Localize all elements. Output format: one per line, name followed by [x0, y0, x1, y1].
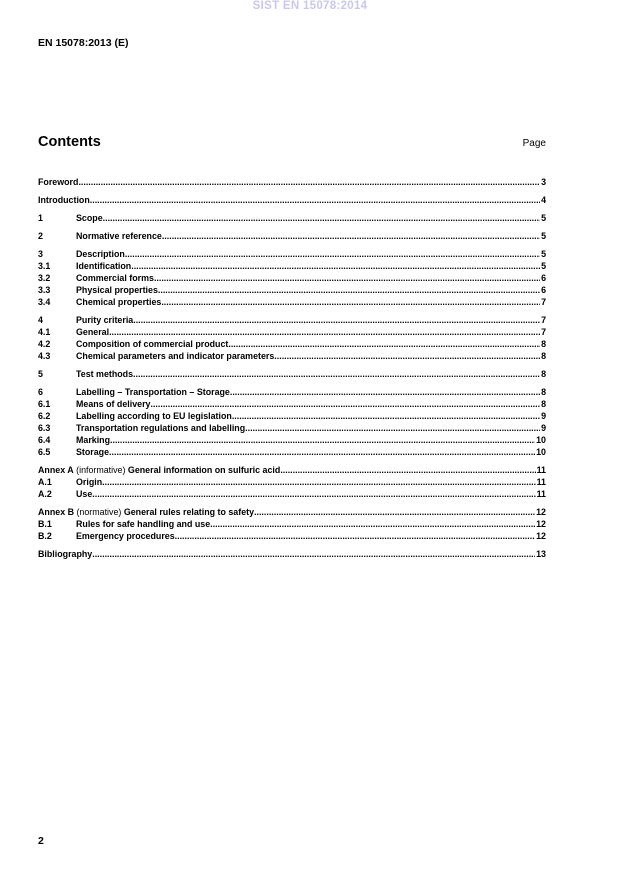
toc-entry-number: 4	[38, 315, 43, 325]
toc-entry[interactable]	[38, 260, 546, 272]
toc-entry-title: Commercial forms	[76, 273, 154, 283]
dot-leader	[109, 326, 540, 338]
toc-entry-title: Labelling – Transportation – Storage	[76, 387, 230, 397]
toc-entry[interactable]	[38, 488, 546, 500]
toc-entry-page: 8	[541, 399, 546, 409]
toc-entry-page: 8	[541, 387, 546, 397]
toc-entry-number: 3	[38, 249, 43, 259]
toc-entry-number: 4.3	[38, 351, 51, 361]
toc-entry-page: 3	[541, 177, 546, 187]
toc-entry-title: Test methods	[76, 369, 134, 379]
toc-entry[interactable]	[38, 518, 546, 530]
toc-entry-number: 6.2	[38, 411, 51, 421]
toc-entry-title	[38, 506, 254, 518]
toc-entry-title: Scope	[76, 213, 103, 223]
dot-leader	[254, 506, 535, 518]
dot-leader	[102, 476, 535, 488]
toc-entry-page: 9	[541, 423, 546, 433]
toc-entry-title: Chemical parameters and indicator parameters	[76, 351, 275, 361]
toc-entry[interactable]	[38, 230, 546, 242]
toc-entry-page: 7	[541, 327, 546, 337]
toc-entry[interactable]	[38, 506, 546, 518]
dot-leader	[161, 296, 540, 308]
toc-entry-page: 6	[541, 285, 546, 295]
dot-leader	[78, 176, 540, 188]
dot-leader	[103, 212, 540, 224]
annex-type: (normative)	[74, 507, 124, 517]
toc-entry-title: Marking	[76, 435, 111, 445]
dot-leader	[232, 410, 540, 422]
toc-entry-page: 12	[536, 519, 546, 529]
toc-entry-number: 4.2	[38, 339, 51, 349]
dot-leader	[280, 464, 535, 476]
dot-leader	[210, 518, 535, 530]
toc-entry-page: 12	[536, 531, 546, 541]
toc-entry-title: General	[76, 327, 110, 337]
toc-entry-title: Labelling according to EU legislation	[76, 411, 232, 421]
dot-leader	[90, 194, 540, 206]
dot-leader	[125, 248, 540, 260]
annex-title: General information on sulfuric acid	[127, 465, 281, 475]
toc-entry-number: 4.1	[38, 327, 51, 337]
toc-entry-number: B.1	[38, 519, 52, 529]
toc-entry-title: Emergency procedures	[76, 531, 175, 541]
toc-entry[interactable]	[38, 386, 546, 398]
dot-leader	[109, 446, 535, 458]
toc-entry-page: 13	[536, 549, 546, 559]
contents-title: Contents	[38, 134, 101, 150]
toc-entry-number: 5	[38, 369, 43, 379]
toc-entry[interactable]	[38, 398, 546, 410]
page-column-label: Page	[522, 138, 546, 149]
dot-leader	[133, 314, 540, 326]
dot-leader	[131, 260, 540, 272]
toc-entry-page: 11	[536, 477, 546, 487]
watermark: SIST EN 15078:2014	[252, 0, 368, 12]
toc-entry-number: 6.5	[38, 447, 51, 457]
toc-entry-page: 10	[536, 447, 546, 457]
toc-entry-page: 7	[541, 315, 546, 325]
toc-entry-page: 8	[541, 339, 546, 349]
toc-entry[interactable]	[38, 530, 546, 542]
table-of-contents	[38, 176, 546, 560]
toc-entry-page: 5	[541, 261, 546, 271]
toc-entry-page: 5	[541, 213, 546, 223]
toc-entry-title: Foreword	[38, 177, 79, 187]
toc-entry[interactable]	[38, 212, 546, 224]
annex-label: Annex A	[38, 465, 74, 475]
dot-leader	[158, 284, 540, 296]
toc-entry-title: Storage	[76, 447, 110, 457]
toc-entry[interactable]	[38, 284, 546, 296]
toc-entry-number: 3.3	[38, 285, 51, 295]
toc-entry-title: Purity criteria	[76, 315, 134, 325]
dot-leader	[92, 488, 535, 500]
toc-entry-title: Identification	[76, 261, 132, 271]
toc-entry[interactable]	[38, 350, 546, 362]
toc-entry[interactable]	[38, 422, 546, 434]
toc-entry-page: 12	[536, 507, 546, 517]
toc-entry[interactable]	[38, 434, 546, 446]
toc-entry-page: 5	[541, 249, 546, 259]
toc-entry-number: 6.3	[38, 423, 51, 433]
dot-leader	[245, 422, 540, 434]
dot-leader	[133, 368, 540, 380]
dot-leader	[150, 398, 540, 410]
toc-entry[interactable]	[38, 326, 546, 338]
toc-entry-title: Origin	[76, 477, 103, 487]
toc-entry-page: 4	[541, 195, 546, 205]
toc-entry-title: Physical properties	[76, 285, 158, 295]
toc-entry[interactable]	[38, 548, 546, 560]
toc-entry[interactable]	[38, 248, 546, 260]
toc-entry-number: B.2	[38, 531, 52, 541]
toc-entry-number: 3.2	[38, 273, 51, 283]
toc-entry-title	[38, 464, 280, 476]
toc-entry[interactable]	[38, 338, 546, 350]
dot-leader	[230, 386, 540, 398]
toc-entry-title: Bibliography	[38, 549, 93, 559]
toc-entry-number: 6	[38, 387, 43, 397]
toc-entry[interactable]	[38, 446, 546, 458]
toc-entry[interactable]	[38, 368, 546, 380]
toc-entry[interactable]	[38, 194, 546, 206]
toc-entry-number: 2	[38, 231, 43, 241]
toc-entry-page: 9	[541, 411, 546, 421]
toc-entry-number: 6.4	[38, 435, 51, 445]
toc-entry-title: Transportation regulations and labelling	[76, 423, 246, 433]
annex-title: General rules relating to safety	[123, 507, 255, 517]
toc-entry-page: 11	[536, 465, 546, 475]
dot-leader	[154, 272, 540, 284]
toc-entry-title: Rules for safe handling and use	[76, 519, 211, 529]
toc-entry[interactable]	[38, 296, 546, 308]
toc-entry-title: Chemical properties	[76, 297, 162, 307]
toc-entry-title: Composition of commercial product	[76, 339, 229, 349]
toc-entry-title: Means of delivery	[76, 399, 151, 409]
toc-entry[interactable]	[38, 476, 546, 488]
dot-leader	[162, 230, 540, 242]
toc-entry-page: 5	[541, 231, 546, 241]
dot-leader	[92, 548, 535, 560]
toc-entry-title: Normative reference	[76, 231, 162, 241]
dot-leader	[274, 350, 540, 362]
toc-entry-number: A.2	[38, 489, 52, 499]
toc-entry-number: 6.1	[38, 399, 51, 409]
toc-entry[interactable]	[38, 464, 546, 476]
toc-entry-page: 8	[541, 351, 546, 361]
dot-leader	[110, 434, 535, 446]
dot-leader	[228, 338, 540, 350]
toc-entry-page: 7	[541, 297, 546, 307]
toc-entry-title: Use	[76, 489, 93, 499]
toc-entry[interactable]	[38, 176, 546, 188]
toc-entry[interactable]	[38, 272, 546, 284]
toc-entry-page: 11	[536, 489, 546, 499]
toc-entry-page: 6	[541, 273, 546, 283]
toc-entry-page: 8	[541, 369, 546, 379]
dot-leader	[175, 530, 535, 542]
toc-entry-number: 3.1	[38, 261, 51, 271]
annex-label: Annex B	[38, 507, 74, 517]
document-id: EN 15078:2013 (E)	[38, 37, 129, 49]
annex-type: (informative)	[73, 465, 128, 475]
toc-entry-number: 1	[38, 213, 43, 223]
toc-entry-title: Introduction	[38, 195, 90, 205]
toc-entry-number: 3.4	[38, 297, 51, 307]
page-number: 2	[38, 835, 44, 847]
toc-entry-page: 10	[536, 435, 546, 445]
toc-entry[interactable]	[38, 314, 546, 326]
toc-entry-title: Description	[76, 249, 125, 259]
toc-entry[interactable]	[38, 410, 546, 422]
toc-entry-number: A.1	[38, 477, 52, 487]
